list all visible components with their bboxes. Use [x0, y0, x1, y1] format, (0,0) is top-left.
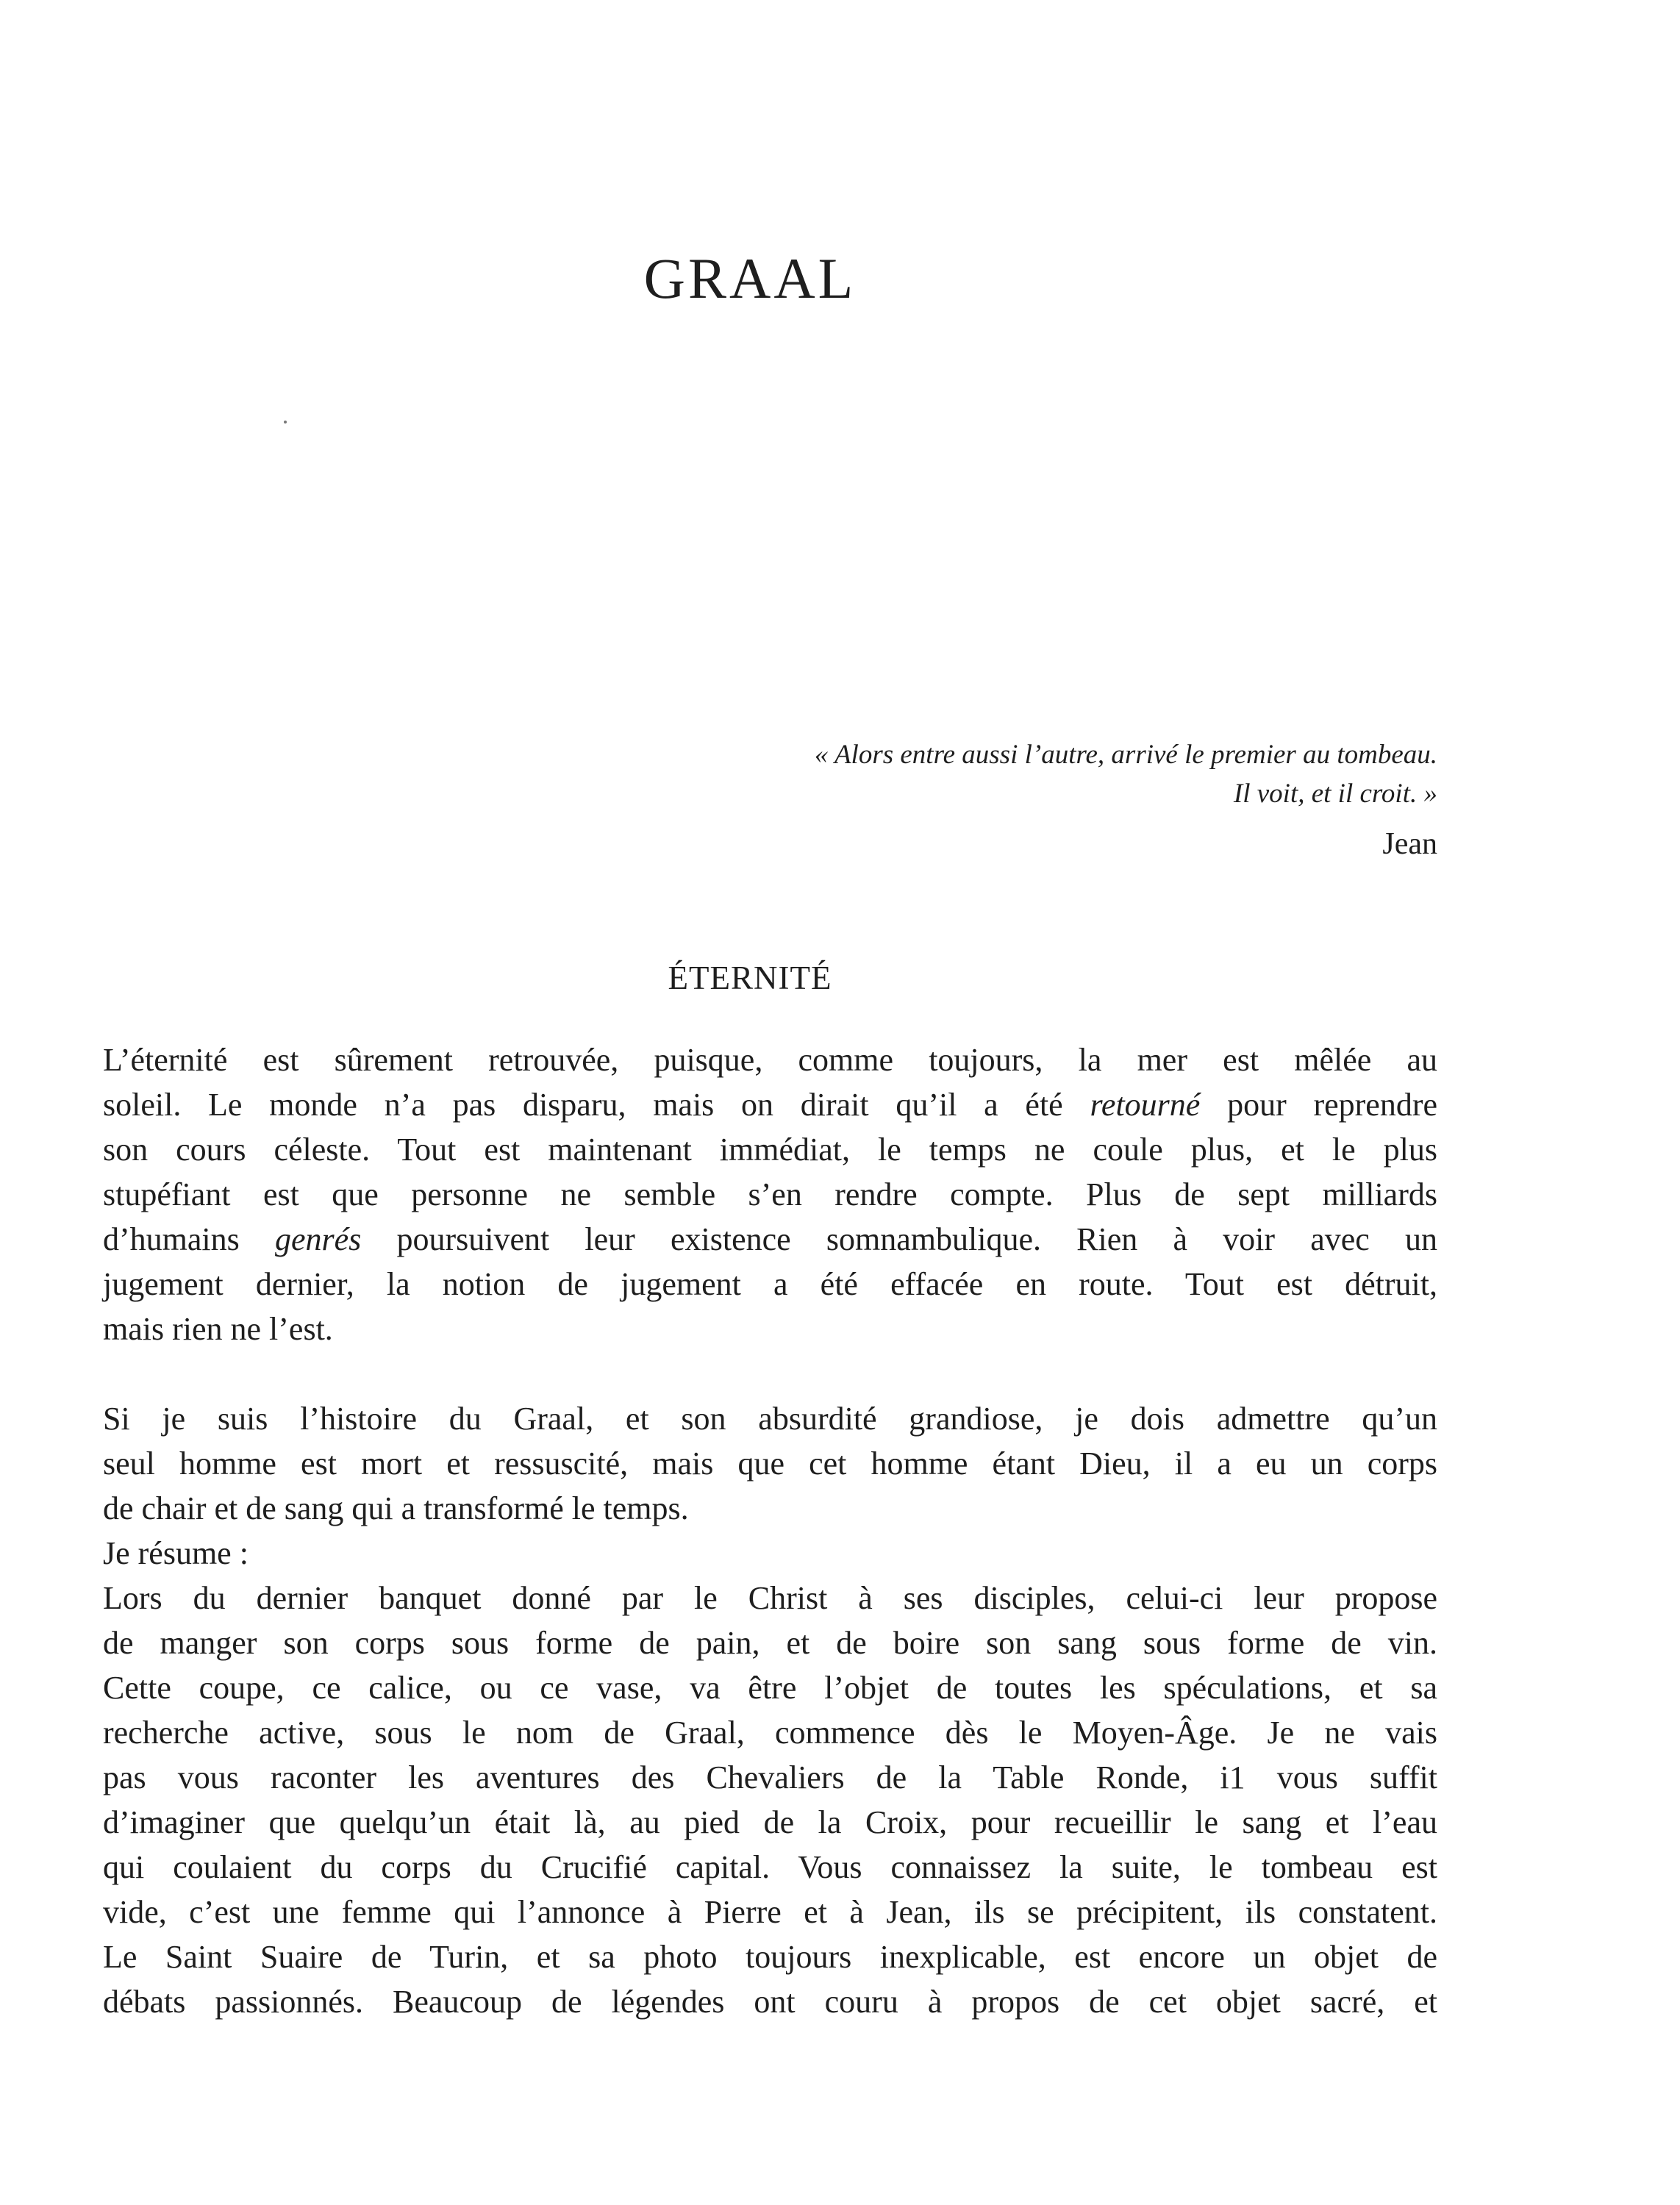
body-text — [103, 1037, 1437, 2024]
paragraph-gap — [103, 1351, 1437, 1396]
text-line: qui coulaient du corps du Crucifié capital. Vous connaissez la suite, le tombeau est — [103, 1849, 1437, 1885]
text-line: seul homme est mort et ressuscité, mais que cet homme étant Dieu, il a eu un corps — [103, 1445, 1437, 1482]
text-run: pour reprendre — [1227, 1087, 1438, 1123]
italic-word: retourné — [1090, 1087, 1201, 1123]
text-line: débats passionnés. Beaucoup de légendes ont couru à propos de cet objet sacré, et — [103, 1984, 1437, 2020]
text-line: Si je suis l’histoire du Graal, et son absurdité grandiose, je dois admettre qu’un — [103, 1401, 1437, 1437]
text-line: jugement dernier, la notion de jugement a été effacée en route. Tout est détruit, — [103, 1266, 1437, 1302]
epigraph-author: Jean — [1382, 827, 1437, 861]
text-line: vide, c’est une femme qui l’annonce à Pierre et à Jean, ils se précipitent, ils constatent. — [103, 1894, 1437, 1930]
text-run: d’humains — [103, 1221, 240, 1257]
text-line: recherche active, sous le nom de Graal, commence dès le Moyen-Âge. Je ne vais — [103, 1715, 1437, 1751]
ink-speck — [284, 421, 287, 424]
text-line: Cette coupe, ce calice, ou ce vase, va être l’objet de toutes les spéculations, et sa — [103, 1670, 1437, 1706]
text-line: Le Saint Suaire de Turin, et sa photo toujours inexplicable, est encore un objet de — [103, 1939, 1437, 1975]
text-line: d’imaginer que quelqu’un était là, au pied de la Croix, pour recueillir le sang et l’eau — [103, 1804, 1437, 1840]
text-line — [103, 1082, 1437, 1127]
text-run: soleil. Le monde n’a pas disparu, mais on dirait qu’il a été — [103, 1087, 1063, 1123]
epigraph — [815, 735, 1437, 866]
text-line: L’éternité est sûrement retrouvée, puisque, comme toujours, la mer est mêlée au — [103, 1042, 1437, 1078]
text-line: de manger son corps sous forme de pain, et de boire son sang sous forme de vin. — [103, 1625, 1437, 1661]
page-title: GRAAL — [643, 246, 857, 310]
text-line: son cours céleste. Tout est maintenant immédiat, le temps ne coule plus, et le plus — [103, 1132, 1437, 1168]
text-line: pas vous raconter les aventures des Chevaliers de la Table Ronde, i1 vous suffit — [103, 1759, 1437, 1795]
text-line: Je résume : — [103, 1535, 249, 1571]
text-line: mais rien ne l’est. — [103, 1311, 333, 1347]
section-title: ÉTERNITÉ — [668, 959, 832, 996]
text-line — [103, 1217, 1437, 1262]
text-line: stupéfiant est que personne ne semble s’en rendre compte. Plus de sept milliards — [103, 1176, 1437, 1212]
epigraph-line: « Alors entre aussi l’autre, arrivé le premier au tombeau. — [814, 740, 1437, 770]
epigraph-line: Il voit, et il croit. » — [1233, 779, 1437, 809]
text-line: de chair et de sang qui a transformé le temps. — [103, 1490, 689, 1526]
text-run: poursuivent leur existence somnambulique. Rien à voir avec un — [396, 1221, 1438, 1257]
text-line: Lors du dernier banquet donné par le Christ à ses disciples, celui-ci leur propose — [103, 1580, 1437, 1616]
italic-word: genrés — [274, 1221, 362, 1257]
